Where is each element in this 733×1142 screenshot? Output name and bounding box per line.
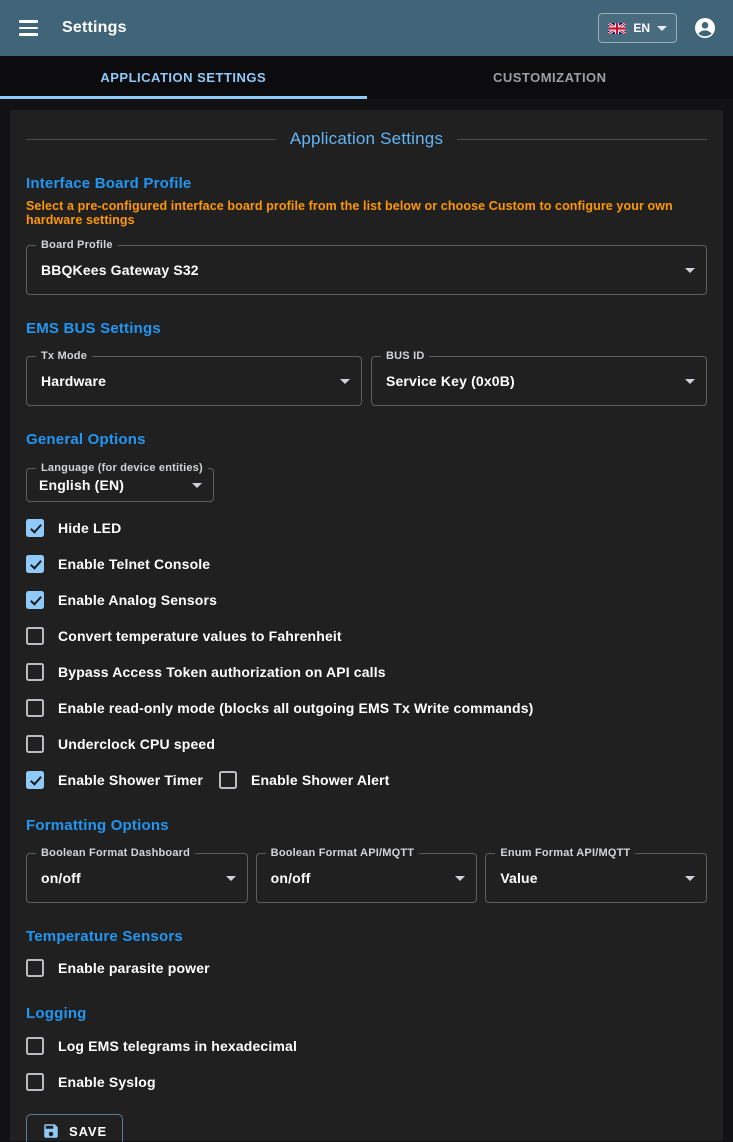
enum-format-api-value: Value <box>500 870 538 886</box>
boolean-format-api-label: Boolean Format API/MQTT <box>266 847 420 859</box>
checkbox-enable-telnet-console[interactable] <box>26 546 707 582</box>
formatting-options-heading: Formatting Options <box>26 817 169 834</box>
tx-mode-select[interactable] <box>26 350 362 406</box>
shower-options-row <box>26 762 707 798</box>
checkbox-icon[interactable] <box>26 735 44 753</box>
chevron-down-icon <box>657 26 667 31</box>
tab-bar <box>0 56 733 99</box>
boolean-format-dashboard-label: Boolean Format Dashboard <box>36 847 195 859</box>
language-entities-label: Language (for device entities) <box>36 462 208 474</box>
divider <box>457 139 707 140</box>
section-temperature-sensors <box>26 929 707 986</box>
checkbox-icon[interactable] <box>219 771 237 789</box>
bus-id-label: BUS ID <box>381 350 429 362</box>
language-entities-value: English (EN) <box>39 477 125 493</box>
menu-button[interactable] <box>8 8 48 48</box>
checkbox-label[interactable]: Convert temperature values to Fahrenheit <box>58 628 342 644</box>
section-formatting-options <box>26 818 707 903</box>
checkbox-label[interactable]: Enable parasite power <box>58 960 210 976</box>
checkbox-enable-parasite-power[interactable] <box>26 950 707 986</box>
bus-id-select[interactable] <box>371 350 707 406</box>
enum-format-api-label: Enum Format API/MQTT <box>495 847 635 859</box>
checkbox-label[interactable]: Enable Shower Alert <box>250 772 390 788</box>
divider <box>26 139 276 140</box>
formatting-row <box>26 847 707 903</box>
checkbox-label[interactable]: Underclock CPU speed <box>58 736 216 752</box>
account-button[interactable] <box>689 12 721 44</box>
dropdown-arrow-icon <box>226 876 236 881</box>
menu-icon <box>19 20 38 35</box>
dropdown-arrow-icon <box>192 483 202 488</box>
checkbox-label[interactable]: Enable Syslog <box>58 1074 156 1090</box>
checkbox-enable-shower-alert[interactable] <box>219 771 389 789</box>
boolean-format-dashboard-select[interactable] <box>26 847 248 903</box>
dropdown-arrow-icon <box>340 379 350 384</box>
boolean-format-api-select[interactable] <box>256 847 478 903</box>
checkbox-log-ems-hex[interactable] <box>26 1028 707 1064</box>
bus-id-value: Service Key (0x0B) <box>386 373 515 389</box>
checkbox-icon[interactable] <box>26 591 44 609</box>
checkbox-label[interactable]: Enable read-only mode (blocks all outgoing EMS Tx Write commands) <box>58 700 534 716</box>
checkbox-enable-readonly-mode[interactable] <box>26 690 707 726</box>
save-button-label: SAVE <box>69 1123 108 1139</box>
tx-mode-label: Tx Mode <box>36 350 92 362</box>
language-entities-select[interactable] <box>26 462 214 502</box>
dropdown-arrow-icon <box>685 379 695 384</box>
page-heading-row <box>26 128 707 150</box>
section-interface-board <box>26 176 707 295</box>
tx-mode-value: Hardware <box>41 373 107 389</box>
save-icon <box>42 1122 60 1140</box>
section-ems-bus <box>26 321 707 406</box>
board-profile-value: BBQKees Gateway S32 <box>41 262 199 278</box>
checkbox-icon[interactable] <box>26 627 44 645</box>
ems-bus-row <box>26 350 707 406</box>
checkbox-hide-led[interactable] <box>26 510 707 546</box>
checkbox-enable-syslog[interactable] <box>26 1064 707 1100</box>
checkbox-icon[interactable] <box>26 555 44 573</box>
temperature-sensors-heading: Temperature Sensors <box>26 928 183 945</box>
checkbox-label[interactable]: Log EMS telegrams in hexadecimal <box>58 1038 297 1054</box>
board-profile-select[interactable] <box>26 239 707 295</box>
dropdown-arrow-icon <box>685 268 695 273</box>
page-title: Settings <box>62 19 127 36</box>
checkbox-enable-analog-sensors[interactable] <box>26 582 707 618</box>
settings-card <box>10 110 723 1141</box>
interface-board-heading: Interface Board Profile <box>26 175 192 192</box>
checkbox-underclock-cpu[interactable] <box>26 726 707 762</box>
section-general-options <box>26 432 707 798</box>
checkbox-enable-shower-timer[interactable] <box>26 771 203 789</box>
checkbox-icon[interactable] <box>26 771 44 789</box>
checkbox-icon[interactable] <box>26 1073 44 1091</box>
account-icon <box>693 16 717 40</box>
general-options-heading: General Options <box>26 431 146 448</box>
logging-heading: Logging <box>26 1005 87 1022</box>
board-profile-label: Board Profile <box>36 239 118 251</box>
uk-flag-icon <box>608 23 626 34</box>
dropdown-arrow-icon <box>455 876 465 881</box>
app-bar <box>0 0 733 56</box>
language-selector-button[interactable] <box>598 13 677 43</box>
checkbox-icon[interactable] <box>26 519 44 537</box>
ems-bus-heading: EMS BUS Settings <box>26 320 161 337</box>
section-logging <box>26 1006 707 1100</box>
boolean-format-api-value: on/off <box>270 870 311 886</box>
checkbox-label[interactable]: Enable Telnet Console <box>58 556 211 572</box>
checkbox-label[interactable]: Enable Analog Sensors <box>58 592 218 608</box>
checkbox-label[interactable]: Enable Shower Timer <box>58 772 203 788</box>
checkbox-icon[interactable] <box>26 699 44 717</box>
checkbox-convert-fahrenheit[interactable] <box>26 618 707 654</box>
checkbox-icon[interactable] <box>26 959 44 977</box>
enum-format-api-select[interactable] <box>485 847 707 903</box>
tab-customization[interactable]: CUSTOMIZATION <box>367 56 733 99</box>
checkbox-bypass-access-token[interactable] <box>26 654 707 690</box>
checkbox-icon[interactable] <box>26 663 44 681</box>
application-settings-heading: Application Settings <box>289 129 444 148</box>
tab-application-settings[interactable]: APPLICATION SETTINGS <box>0 56 367 99</box>
save-button[interactable] <box>26 1114 123 1142</box>
boolean-format-dashboard-value: on/off <box>41 870 81 886</box>
dropdown-arrow-icon <box>685 876 695 881</box>
language-code: EN <box>633 21 650 35</box>
checkbox-label[interactable]: Hide LED <box>58 520 122 536</box>
checkbox-label[interactable]: Bypass Access Token authorization on API calls <box>58 664 386 680</box>
board-profile-description: Select a pre-configured interface board profile from the list below or choose Custom to configure your own hardware settings <box>26 199 673 227</box>
checkbox-icon[interactable] <box>26 1037 44 1055</box>
